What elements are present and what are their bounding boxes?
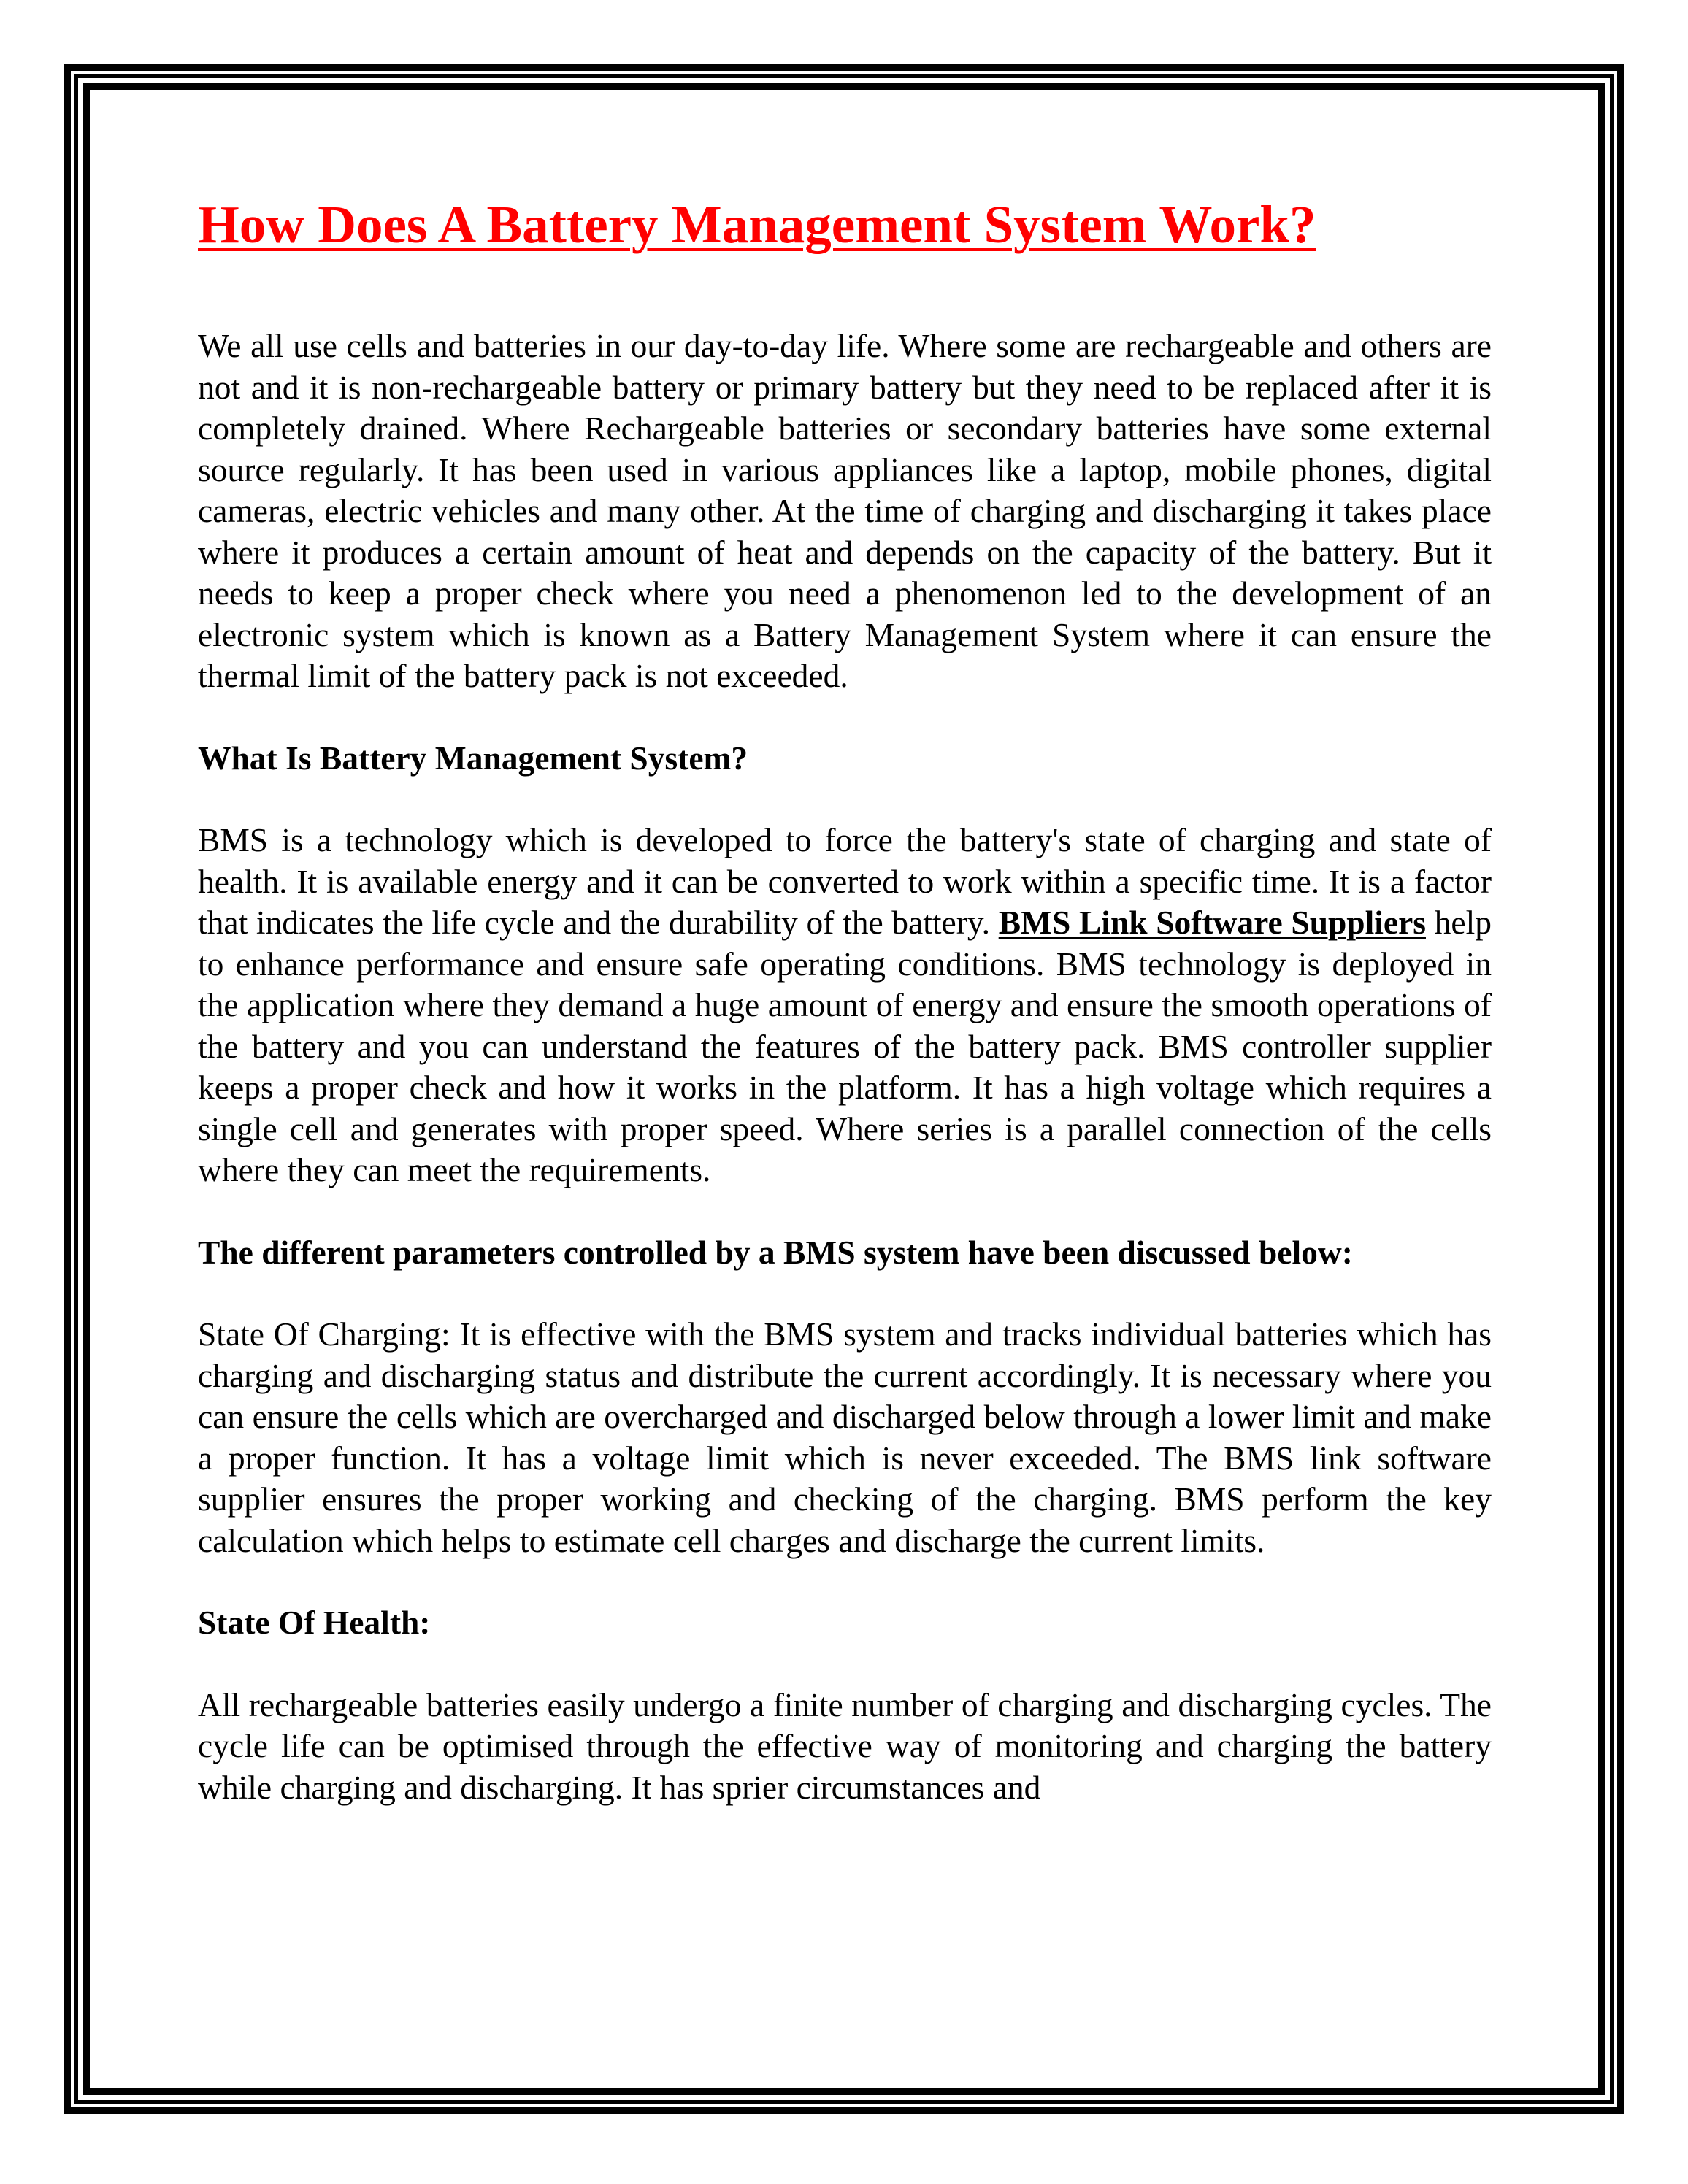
bms-definition-paragraph bbox=[198, 820, 1492, 1191]
bms-text-after-link: help to enhance performance and ensure safe operating conditions. BMS technology is deployed in the application where they demand a huge amount of energy and ensure the smooth operations of the battery and you can understand the features of the battery pack. BMS controller supplier keeps a proper check and how it works in the platform. It has a high voltage which requires a single cell and generates with proper speed. Where series is a parallel connection of the cells where they can meet the requirements. bbox=[198, 904, 1492, 1189]
section-heading-what-is-bms: What Is Battery Management System? bbox=[198, 739, 748, 777]
section-heading-parameters: The different parameters controlled by a BMS system have been discussed below: bbox=[198, 1233, 1353, 1271]
intro-paragraph: We all use cells and batteries in our day-to-day life. Where some are rechargeable and others are not and it is non-rechargeable battery or primary battery but they need to be replaced after it is completely drained. Where Rechargeable batteries or secondary batteries have some external source regularly. It has been used in various appliances like a laptop, mobile phones, digital cameras, electric vehicles and many other. At the time of charging and discharging it takes place where it produces a certain amount of heat and depends on the capacity of the battery. But it needs to keep a proper check where you need a phenomenon led to the development of an electronic system which is known as a Battery Management System where it can ensure the thermal limit of the battery pack is not exceeded. bbox=[198, 327, 1492, 695]
bms-link-software-suppliers-link[interactable]: BMS Link Software Suppliers bbox=[998, 904, 1426, 942]
bms-text-before-link: BMS is a technology which is developed to force the battery's state of charging and state of health. It is available energy and it can be converted to work within a specific time. It is a factor that indicates the life cycle and the durability of the battery. bbox=[198, 821, 1492, 942]
page-title: How Does A Battery Management System Work? bbox=[198, 195, 1316, 254]
section-heading-state-of-health: State Of Health: bbox=[198, 1604, 431, 1642]
state-of-charging-paragraph: State Of Charging: It is effective with the BMS system and tracks individual batteries which has charging and discharging status and distribute the current accordingly. It is necessary where you can ensure the cells which are overcharged and discharged below through a lower limit and make a proper function. It has a voltage limit which is never exceeded. The BMS link software supplier ensures the proper working and checking of the charging. BMS perform the key calculation which helps to estimate cell charges and discharge the current limits. bbox=[198, 1315, 1492, 1559]
document-body bbox=[198, 196, 1492, 1808]
state-of-health-paragraph: All rechargeable batteries easily undergo a finite number of charging and discharging cycles. The cycle life can be optimised through the effective way of monitoring and charging the battery while charging and discharging. It has sprier circumstances and bbox=[198, 1685, 1492, 1806]
